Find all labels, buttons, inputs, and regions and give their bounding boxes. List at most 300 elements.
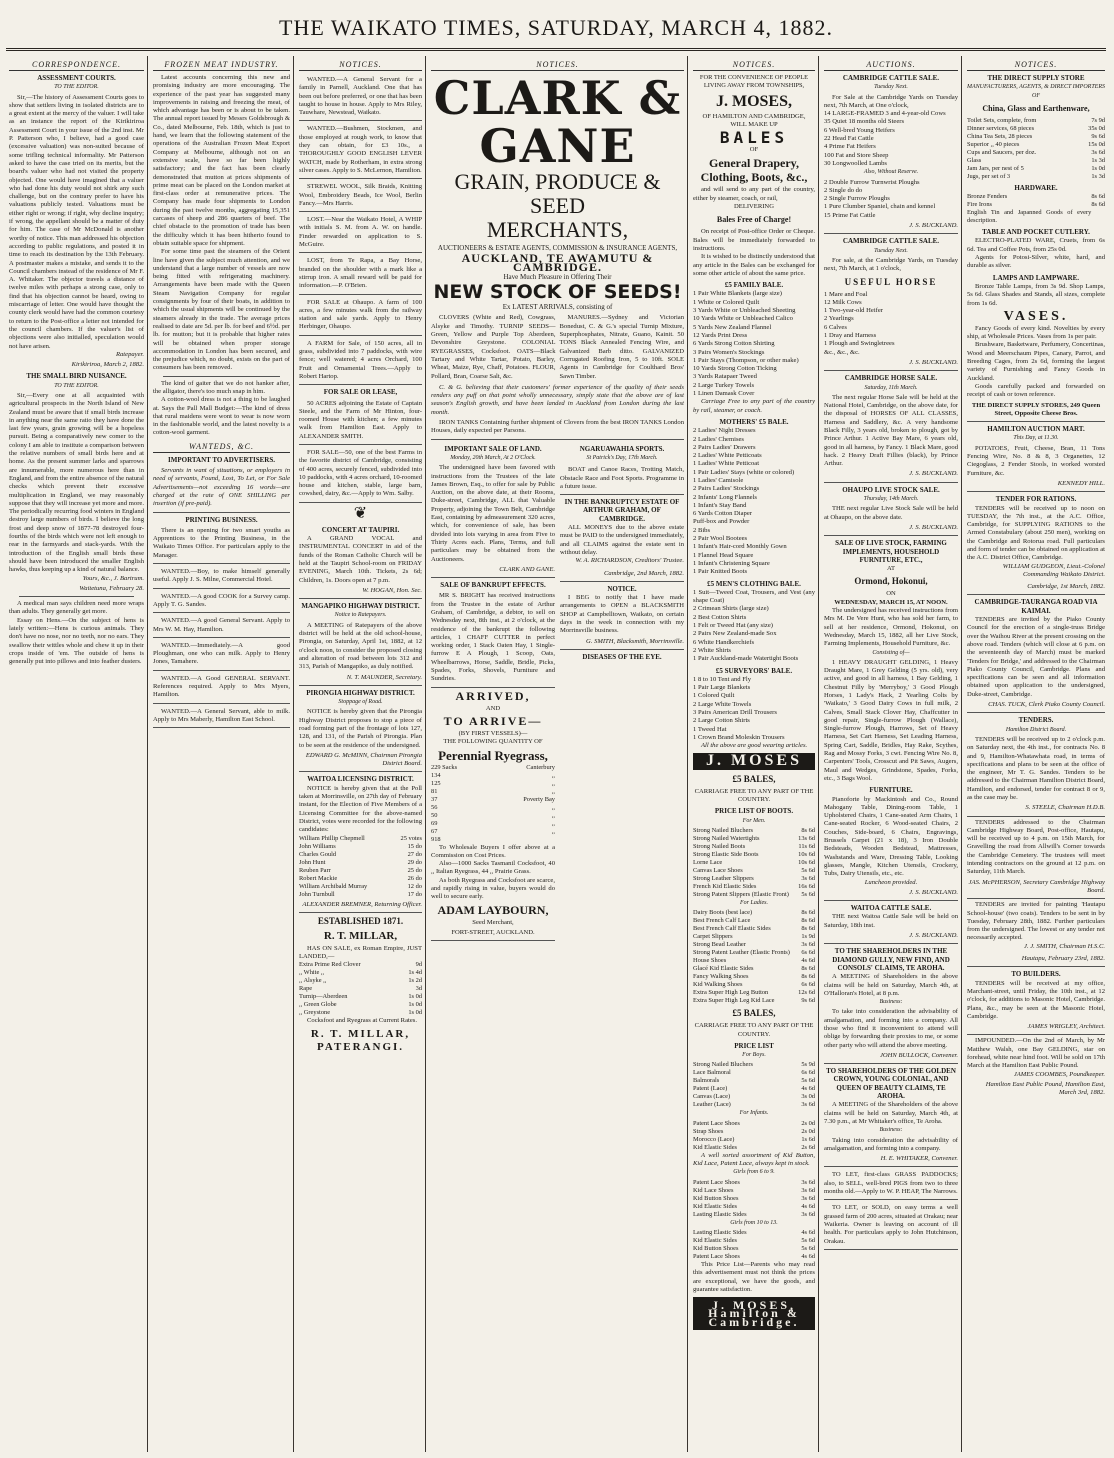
notice-title: FOR SALE OR LEASE, [323, 388, 398, 397]
seed-lists [431, 314, 684, 380]
notice-signature: JOHN BULLOCK, Convener. [824, 1050, 958, 1064]
notice-body: NOTICE is hereby given that at the Poll taken at Morrinsville, on 27th day of February instant, for the Election of Five Members of a Licensing Committee for the above-named District, votes were recorded for the following candidates: [299, 784, 422, 834]
business-label: Business: [879, 1127, 903, 1134]
auction-day: Tuesday Next. [874, 84, 908, 91]
price-row-value: 8s 6d [1091, 201, 1105, 209]
general-drapery: General Drapery, Clothing, Boots, &c., [700, 156, 808, 185]
price-row-label: French Kid Elastic Sides [693, 882, 757, 890]
vote-row [299, 891, 422, 899]
moses-note: It is wished to be distinctly understood that any article in the Bales can be exchanged for some other article of about the same price. [693, 253, 815, 277]
farming-on: ON [886, 590, 896, 598]
notice-title: PRINTING BUSINESS. [185, 515, 258, 524]
hardware-table [967, 193, 1105, 225]
list-item: 2 Yearlings [824, 315, 854, 323]
wanted-ad: WANTED.—A good General Servant. Apply to Mrs W. M. Hay, Hamilton. [153, 615, 290, 638]
vote-row [299, 883, 422, 891]
price-list-title: PRICE LIST [734, 1041, 774, 1050]
vote-row-value: 25 votes [400, 834, 422, 842]
price-row-label: Kid Elastic Sides [693, 1202, 738, 1210]
perennial-row-label: 37 [431, 795, 438, 803]
price-row-value: 3s 6d [801, 1194, 815, 1202]
carriage-3: CARRIAGE FREE TO ANY PART OF THE COUNTRY. [694, 1022, 814, 1038]
list-item: 2 Large White Towels [693, 700, 752, 708]
price-row-label: Toilet Sets, complete, from [967, 116, 1037, 124]
price-row-label: Strong Nailed Bluchers [693, 826, 753, 834]
section-header: WANTEDS, &C. [153, 442, 290, 453]
notice-body: A MEETING of Ratepayers of the above district will be held at the old school-house, Pirongia, on Saturday, April 1st, 1882, at 12 o'clock noon, to consider the proposed closing and alteration of road between lots 312 and 313, Parish of Mangapiko, as duly notified. [299, 621, 422, 671]
auction-title: WAITOA CATTLE SALE. [850, 904, 932, 913]
price-row-value: 10s 6d [798, 850, 815, 858]
list-item: 2 Single Furrow Ploughs [824, 195, 890, 203]
price-row-value [1091, 209, 1105, 225]
notice-body: A GRAND VOCAL and INSTRUMENTAL CONCERT in aid of the funds of the Roman Catholic Church will be held at the Taupiri School-room on FRIDAY EVENING, March 10th. Tickets, 2s 6d; Children, 1s. Doors open at 7 p.m. [299, 535, 422, 584]
list-item: 100 Fat and Store Sheep [824, 151, 889, 159]
list-item: 1 Pure Clumber Spaniel, chain and kennel [824, 203, 936, 211]
price-row [967, 201, 1105, 209]
price-row-label: Fire Irons [967, 201, 993, 209]
price-row-label: Cups and Saucers, per doz. [967, 148, 1037, 156]
perennial-row [431, 804, 555, 812]
price-row [693, 1101, 815, 1109]
price-row-label: Dinner services, 68 pieces [967, 124, 1035, 132]
notice-body: There is an opening for two smart youths as Apprentices to the Printing Business, in the Waikato Times Office. For particulars apply to the Manager. [153, 525, 290, 564]
column-moses [690, 60, 818, 1452]
perennial-row-value: ,, [551, 827, 555, 835]
price-row [693, 827, 815, 835]
price-row [693, 917, 815, 925]
price-row-label: Strap Shoes [693, 1127, 724, 1135]
paragraph: A cotton-wool dress is not a thing to be laughed at. Says the Pall Mall Budget:—The kind of dress that rural maidens were wont to wear is now worn in the fashionable world, and the latest novelty is a cotton-wool garment. [153, 396, 290, 437]
price-row [693, 933, 815, 941]
price-row-value: 3s 6d [801, 941, 815, 949]
price-row [693, 867, 815, 875]
perennial-row-label: 134 [431, 771, 441, 779]
price-list-group: Girls from 10 to 13. [730, 1219, 778, 1226]
lower-left [431, 442, 555, 944]
list-item: 6 Well-bred Young Heifers [824, 126, 895, 134]
column-rule [293, 56, 294, 1452]
price-row [693, 1077, 815, 1085]
bale-title: £5 SURVEYORS' BALE. [715, 666, 793, 675]
wanted-ad: WANTED.—Boy, to make himself generally useful. Apply J. S. Milne, Commercial Hotel. [153, 566, 290, 589]
notice-title: IMPORTANT SALE OF LAND. [444, 444, 542, 453]
seed-list-right: MANURES.—Sydney and Victorian Bonedust, C. & G.'s special Turnip Mixture, Superphosphates, Nitrate, Guano, Kainit. 50 TONS Black Annealed Fencing Wire, and Galvanized Barb ditto. GALVANIZED Corrugated Roofing Iron, 5 to 10ft. SOLE Agents in Cambridge for Coulthard Bros' Sawn Timber. [559, 314, 684, 380]
notice-ad: A FARM for Sale, of 150 acres, all in grass, subdivided into 7 paddocks, with wire fence; well watered; 4 acres Orchard, 100 Fruit and Ornamental Trees.—Apply to Robert Hartop. [299, 338, 422, 385]
price-row-label: Leather (Lace) [693, 1101, 731, 1109]
column-header: FROZEN MEAT INDUSTRY. [153, 60, 290, 71]
auctioneer-signature: J. S. BUCKLAND. [824, 468, 958, 482]
notice-body: Servants in want of situations, or employers in need of servants, Found, Lost, To Let, or For Sale Advertisements—not exceeding 16 words—are charged at the rate of ONE SHILLING per insertion (if pre-paid). [153, 465, 290, 512]
bales-sub-2: £5 BALES, [732, 1008, 776, 1019]
price-row-value: 8s 6d [801, 826, 815, 834]
price-row [299, 985, 422, 993]
price-row-label: China Tea Sets, 28 pieces [967, 132, 1033, 140]
price-row-label: Carpet Slippers [693, 933, 733, 941]
lower-right [560, 442, 684, 944]
auction-title: SALE OF LIVE STOCK, FARMING IMPLEMENTS, HOUSEHOLD FURNITURE, ETC., [835, 539, 947, 564]
notice-body: The undersigned have been favored with instructions from the Trustees of the late James Brown, Esq., to offer for sale by Public Auction, on the above date, at their Rooms, Duke-street, Cambridge, ALL that Valuable Property, adjoining the Town Belt, Cambridge East, containing by admeasurement 320 acres, which, for convenience of sale, has been divided into lots varying in area from Five to Thirty Acres each. Plans, Terms, and full particulars may be obtained from the Auctioneers. [431, 464, 555, 563]
price-row [693, 835, 815, 843]
moses-receipt: On receipt of Post-office Order or Cheque. Bales will be immediately forwarded to instructions. [693, 228, 815, 252]
price-row-label: ,, White ,, [299, 969, 325, 977]
perennial-row-value: Poverty Bay [523, 795, 555, 803]
price-row [693, 1187, 815, 1195]
price-row [299, 961, 422, 969]
wanted-ad: WANTED.—A good COOK for a Survey camp. Apply T. G. Sandes. [153, 591, 290, 614]
price-row-label: Patent (Lace) [693, 1085, 728, 1093]
notice-title: IMPORTANT TO ADVERTISERS. [168, 455, 275, 464]
price-row-label: Rape [299, 985, 313, 993]
list-item: 1 Pair Large Blankets [693, 684, 751, 692]
bales-free: Bales Free of Charge! [716, 215, 792, 225]
article-addressee: TO THE EDITOR. [54, 382, 99, 389]
list-item: 22 Head Fat Cattle [824, 135, 874, 143]
price-row-value: 15s 0d [1088, 140, 1105, 148]
list-item: 1 Plough and Swingletrees [824, 340, 895, 348]
price-row [693, 1211, 815, 1219]
notice-subtitle: This Day, at 11.30. [1013, 435, 1059, 442]
perennial-row [431, 788, 555, 796]
lower-ads [431, 442, 684, 944]
price-row [967, 149, 1105, 157]
notice-dateline: Cambridge, 1st March, 1882. [967, 581, 1105, 595]
perennial-row [431, 836, 555, 844]
perennial-row-value: ,, [551, 803, 555, 811]
article-signature: Yours, &c., J. Bartrum. [82, 574, 144, 582]
column-correspondence [6, 60, 147, 1452]
notice-title: NGARUAWAHIA SPORTS. [579, 444, 665, 453]
as-both-text: As both Ryegrass and Cocksfoot are scarce, and rapidly rising in value, buyers would do well to secure early. [431, 876, 555, 901]
price-row-label: Glacé Kid Elastic Sides [693, 965, 754, 973]
perennial-row-value: Canterbury [526, 763, 555, 771]
farming-consisting: Consisting of— [872, 649, 910, 656]
price-row-value: 2s 6d [801, 1143, 815, 1151]
vote-row-value: 15 do [407, 842, 422, 850]
price-row [967, 165, 1105, 173]
price-row-value: 3s 6d [1091, 148, 1105, 156]
list-item: 2 Pair Wool Bootees [693, 535, 748, 543]
list-item: 6 Yards Cotton Diaper [693, 510, 752, 518]
price-row [693, 1093, 815, 1101]
list-item: 2 Pairs New Zealand-made Sox [693, 630, 777, 638]
price-row-value: 5s 9d [801, 1061, 815, 1069]
boots-ladies-table [693, 909, 815, 1005]
price-row-value: 8s 6d [1091, 193, 1105, 201]
article-dateline: Kirikiriroa, March 2, 1882. [71, 361, 144, 369]
vote-row-label: Charles Gould [299, 850, 337, 858]
price-row-value: 3s 6d [801, 1210, 815, 1218]
price-row-label: Kid Button Shoes [693, 1194, 739, 1202]
auction-body: The next regular Horse Sale will be held at the National Hotel, Cambridge, on the above date, for the disposal of HORSES OF ALL CLASSES, Harness and Saddlery, &c. A very handsome Black Filly, 3 years old, broken to plough, got by Prince Arthur. 1 Active Bay Mare, 6 years old, good in all harness, by Fancy. 1 Black Mare, good hack. 2 Heavy Draft Fillies (black), by Prince Arthur. [824, 393, 958, 468]
moses-intro: FOR THE CONVENIENCE OF PEOPLE LIVING AWAY FROM TOWNSHIPS, [699, 74, 809, 90]
price-row-label: Balmorals [693, 1077, 720, 1085]
vote-row-label: John Turnbull [299, 890, 335, 898]
price-row-value: 5s 6d [801, 1236, 815, 1244]
fancy-text: Fancy Goods of every kind. Novelties by every ship, at Wholesale Prices. Vases from 1s per pair. [967, 324, 1105, 341]
vote-row-value: 25 do [407, 866, 422, 874]
list-item: 2 Single do do [824, 186, 863, 194]
price-row-label: Strong Patent Slippers (Elastic Front) [693, 890, 789, 898]
auction-day: Tuesday Next. [874, 247, 908, 254]
notice-ad: WANTED.—A General Servant for a family in Parnell, Auckland. One that has been out before preferred, or one that has been taught to house in house. Apply to Mrs Riley, Tauwhare, Newstead, Waikato. [299, 74, 422, 121]
perennial-row-label: 67 [431, 827, 438, 835]
notice-signature: WILLIAM GUDGEON, Lieut.-Colonel Commanding Waikato District. [1002, 562, 1105, 578]
china-table [967, 117, 1105, 181]
price-row-label: Dairy Boots (best lace) [693, 909, 753, 917]
price-row-label: Lasting Elastic Sides [693, 1228, 747, 1236]
notice-ad: 50 ACRES adjoining the Estate of Captain Steele, and the Farm of Mr Hinton, four-roomed House with kitchen; a few minutes walk from Hamilton East. Apply to ALEXANDER SMITH. [299, 398, 422, 445]
millar-name: R. T. MILLAR, [323, 929, 398, 942]
notice-signature: CHAS. TUCK, Clerk Piako County Council. [967, 699, 1105, 713]
price-row-label: Patent Lace Shoes [693, 1119, 740, 1127]
price-row [693, 875, 815, 883]
list-item: 1 Suit—Tweed Coat, Trousers, and Vest (any shape Coat) [693, 588, 815, 605]
carriage-note: Carriage Free to any part of the country by rail, steamer, or coach. [693, 398, 815, 414]
auction-body: The undersigned has received instructions from Mrs M. De Vere Hunt, who has sold her farm, to sell at her residence, Ormond, Hokonui, on Wednesday, March 15, 1882, all her Live Stock, Farming Implements, Household Furniture, &c. [824, 607, 958, 648]
price-row-value: 9d [415, 961, 422, 969]
price-row [299, 993, 422, 1001]
farming-date: WEDNESDAY, MARCH 15, AT NOON. [834, 598, 948, 606]
price-row-value: 35s 0d [1088, 124, 1105, 132]
auction-title: CAMBRIDGE HORSE SALE. [844, 374, 938, 383]
price-row-label: Extra Prime Red Clover [299, 961, 361, 969]
list-item: 3 Pairs American Drill Trousers [693, 709, 777, 716]
list-item: 2 White Shirts [693, 646, 731, 654]
perennial-row [431, 780, 555, 788]
price-row-value: 4s 6d [801, 1085, 815, 1093]
vote-row [299, 851, 422, 859]
notice-signature: JAMES WRIGLEY, Architect. [967, 1021, 1105, 1035]
votes-table [299, 835, 422, 899]
firm-trade-2: MERCHANTS, [486, 217, 629, 242]
price-row-value: 1s 2d [408, 977, 422, 985]
price-row [693, 859, 815, 867]
notice-signature: S. STEELE, Chairman H.D.B. [967, 802, 1105, 816]
auction-intro: For Sale at the Cambridge Yards on Tuesday next, 7th March, at One o'clock, [824, 93, 958, 109]
vote-row [299, 843, 422, 851]
auction-intro: For sale, at the Cambridge Yards, on Tuesday next, 7th March, at 1 o'clock, [824, 256, 958, 273]
list-item: 1 Pair Ladies' Stays (white or colored) [693, 468, 795, 476]
price-row-value: 8s 6d [801, 973, 815, 981]
millar-price-table [299, 961, 422, 1017]
cutlery-title: TABLE AND POCKET CUTLERY. [982, 228, 1090, 237]
price-row-label: Kid Elastic Sides [693, 1143, 738, 1151]
price-row-value: 5s 6d [801, 1244, 815, 1252]
vote-row [299, 867, 422, 875]
notice-subtitle: Hamilton District Board. [1005, 726, 1067, 733]
laybourn-name: ADAM LAYBOURN, [437, 902, 549, 917]
column-header: NOTICES. [693, 60, 815, 71]
perennial-row-value: ,, [551, 771, 555, 779]
perennial-row-label: 125 [431, 779, 441, 787]
list-item: 1 Colored Quilt [693, 692, 735, 700]
to-arrive-banner: TO ARRIVE— [443, 713, 543, 728]
price-row-value: 4s 6d [801, 1252, 815, 1260]
boots-infants-table [693, 1120, 815, 1152]
firm-agents: AUCTIONEERS & ESTATE AGENTS, COMMISSION & INSURANCE AGENTS, [437, 244, 678, 252]
column-clark-gane [428, 60, 687, 1452]
wanted-ad: WANTED.—Immediately.—A good Ploughman, one who can milk. Apply to Henry Jones, Tamahere. [153, 640, 290, 671]
auction-title: CAMBRIDGE CATTLE SALE. [842, 74, 940, 82]
china-title: China, Glass and Earthenware, [982, 103, 1090, 113]
price-row-label: Strong Nailed Bluchers [693, 1061, 753, 1069]
price-row-value: 10s 6d [798, 858, 815, 866]
price-row [693, 965, 815, 973]
furniture-items: Pianoforte by Mackintosh and Co., Round Mahogany Table, Dining-room Table, 1 Upholstered Chairs, 1 Cane-seated Arm Chairs, 1 Cane-seated Rocker, 6 Wood-seated Chairs, 2 Couches, Side-board, 6 Chairs, Engravings, Brussels Carpet (21 x 18), 3 Iron Double Bedsteads, Wooden Bedstead, Mattresses, Washstands and Ware, Dressing Table, Looking glasses, Mangle, Kitchen Utensils, Crockery, Tubs, Dairy Utensils, etc., etc. [824, 795, 958, 878]
price-list-group: Girls from 6 to 9. [733, 1169, 775, 1176]
bale-title: £5 MEN'S CLOTHING BALE. [707, 579, 801, 588]
price-row-label: Bronze Fenders [967, 193, 1008, 201]
auctioneer-signature: J. S. BUCKLAND. [824, 357, 958, 371]
price-row-label: Fancy Walking Shoes [693, 973, 749, 981]
perennial-row [431, 764, 555, 772]
list-item: 1 Linen Damask Cover [693, 390, 755, 398]
price-row [693, 1237, 815, 1245]
notice-subtitle: Stoppage of Road. [338, 699, 383, 706]
paragraph: A medical man says children need more wraps than adults. They generally get more. [9, 600, 144, 616]
by-vessels: (BY FIRST VESSELS)— [458, 729, 528, 737]
article-dateline: Waitetuna, February 28. [79, 584, 144, 592]
perennial-row-label: 81 [431, 787, 438, 795]
notice-title: TENDERS. [1018, 716, 1054, 725]
bales-sub: £5 BALES, [732, 773, 776, 784]
auction-body: THE next regular Live Stock Sale will be held at Ohaupo, on the above date. [824, 505, 958, 521]
price-row-label: Morocco (Lace) [693, 1135, 735, 1143]
auction-also: Also, Without Reserve. [863, 169, 919, 176]
price-row-value: 11s 6d [798, 842, 815, 850]
notice-signature: JAS. McPHERSON, Secretary Cambridge Highway Board. [967, 877, 1105, 900]
perennial-row-value: ,, [551, 779, 555, 787]
mothers-bale-list [693, 427, 815, 576]
price-row-value: 5s 6d [801, 1077, 815, 1085]
article-body: Sir,—Every one at all acquainted with agricultural prospects in the North Island of New Zealand must be aware that if small birds increase in anything near the same ratio they have done the last few years, grain growing will be a hopeless pursuit. Being a comparatively new comer to the colony I am able to institute a comparison between the relative numbers of small birds here and at home. As the present summer larks and sparrows are innumerable, more numerous here than in England, and from the entire absence of the natural checks which prevent their excessive multiplication in England, we may reasonably suppose that they will increase yet more and more. The periodically recurring food winters in England destroy large numbers of birds. I believe the long frost and deep snow of 1877-78 destroyed four-fourths of the birds which were not left enough to rear in the farmyards and stack-yards. With the introduction of the English small birds these should have been introduced the smaller English hawks, thus keeping up a kind of natural balance. [9, 391, 144, 574]
millar-box: R. T. MILLAR, PATERANGI. [310, 1027, 411, 1053]
moses-banner: J. MOSES [693, 753, 815, 769]
carriage-2: CARRIAGE FREE TO ANY PART OF THE COUNTRY. [694, 787, 814, 804]
notice-subtitle: Monday, 20th March, At 2 O'Clock. [450, 454, 536, 461]
notice-body: TENDERS will be received at my office, Marchant-street, until Friday, the 10th inst., at 12 o'clock, for additions to Masonic Hotel, Cambridge. Plans, &c., may be seen at the Masonic Hotel, Cambridge. [967, 979, 1105, 1020]
list-item: 1 Mare and Foal [824, 290, 868, 298]
price-row-value: 3s 6d [801, 1101, 815, 1109]
vote-row-label: William Archibald Murray [299, 882, 368, 890]
price-list-group: For Infants. [739, 1110, 769, 1117]
list-item: 2 Pairs Ladies' Stockings [693, 485, 760, 493]
list-item: 12 Yards Print Dress [693, 331, 748, 339]
notice-ad: LOST, from Te Rapa, a Bay Horse, branded on the shoulder with a mark like a stirrup iron. A small reward will be paid for information.—P. O'Brien. [299, 255, 422, 294]
moses-name: J. MOSES, [715, 92, 792, 110]
list-item: 3 Yards White or Unbleached Sheeting [693, 307, 796, 315]
seeds-headline: NEW STOCK OF SEEDS! [433, 281, 682, 304]
price-row [693, 1061, 815, 1069]
price-row [693, 949, 815, 957]
moses-of: OF HAMILTON AND CAMBRIDGE, [702, 112, 806, 120]
price-row-value: 1s 6d [801, 1135, 815, 1143]
cattle2-list [824, 291, 958, 357]
list-item: 1 8 to 10 Tent and Fly [693, 675, 752, 683]
masthead: THE WAIKATO TIMES, SATURDAY, MARCH 4, 1882. [6, 8, 1106, 51]
price-row-value: 1s 3d [1091, 172, 1105, 180]
list-item: &c., &c., &c. [824, 348, 860, 356]
price-row [693, 989, 815, 997]
article-title: ASSESSMENT COURTS. [37, 74, 116, 82]
moses-send: and will send to any part of the country, either by steamer, coach, or rail, [693, 186, 815, 202]
price-row-label: Jugs, per set of 3 [967, 172, 1011, 180]
price-row-label: Kid Lace Shoes [693, 1186, 734, 1194]
list-item: 2 Double Furrow Turnwrist Ploughs [824, 178, 920, 186]
column-notices-1 [296, 60, 425, 1452]
price-row [967, 209, 1105, 225]
price-row-value: 5s 6d [801, 866, 815, 874]
price-row-value: 1s 0d [408, 993, 422, 1001]
price-row-value: 4s 6d [801, 1228, 815, 1236]
perennial-row [431, 796, 555, 804]
wanted-ad: WANTED.—A Good GENERAL SERVANT. References required. Apply to Mrs Myers, Hamilton. [153, 673, 290, 704]
price-row [693, 1179, 815, 1187]
notice-title: MANGAPIKO HIGHWAY DISTRICT. [301, 602, 420, 611]
list-item: 2 Ladies' Night Dresses [693, 427, 756, 435]
perennial-row-value: ,, [551, 787, 555, 795]
perennial-row [431, 820, 555, 828]
family-bale-list [693, 290, 815, 398]
list-item: 1 Dray and Harness [824, 332, 877, 340]
electro-text: ELECTRO-PLATED WARE, Cruets, from 6s 6d. Tea and Coffee Pots, from 25s 0d. [967, 237, 1105, 253]
vote-row [299, 875, 422, 883]
column-frozen-meat [150, 60, 293, 1452]
price-row-value: 1s 0d [408, 1001, 422, 1009]
article-addressee: TO THE EDITOR. [54, 84, 99, 91]
price-row [693, 957, 815, 965]
list-item: 1 Two-year-old Heifer [824, 307, 883, 315]
moses-closing: This Price List—Parents who may read this advertisement must not think the prices are exceptional, we have the goods, and guarantee satisfaction. [693, 1260, 815, 1293]
vote-row-label: John Williams [299, 842, 336, 850]
price-row-label: Patent Lace Shoes [693, 1178, 740, 1186]
orders-text: Goods carefully packed and forwarded on receipt of cash or town reference. [967, 382, 1105, 399]
notice-title: TO BUILDERS. [1011, 970, 1061, 979]
price-row-value: 3s 0d [801, 1093, 815, 1101]
auction-items: 1 HEAVY DRAUGHT GELDING, 1 Heavy Draught Mare, 1 Grey Gelding (5 yrs. old), very active, and good in all harness, 1 Bay Gelding, 1 Chestnut Filly by 'Merryboy,' 3 Good Plough Horses, 1 Lady's Hack, 2 Yearling Colts by 'Waikato,' 3 Good Dairy Cows in full milk, 2 Calves, Small Stack Clover Hay, Chaffcutter in good repair, Single-furrow Plough (Wallace), Single-furrow Plough, Harrows, Set of Heavy Harness, Set Cart Harness, Set Leading Harness, Spring Cart, Saddle, Bridles, Hay Rake, Scythes, Rag and Mossy Forks, 3 cwt. Fencing Wire No. 8, Carpenters' Tools, Crosscut and Pit Saws, Augers, Maul and Wedges, Grindstone, Spades, Forks, etc., 3 Bags Wool. [824, 658, 958, 782]
price-row [299, 1001, 422, 1009]
notice-body: ALL MONEYS due to the above estate must be PAID to the undersigned immediately, and all CLAIMS against the estate sent in without delay. [560, 524, 684, 556]
notice-signature: G. SMITH, Blacksmith, Morrinsville. [560, 636, 684, 650]
list-item: 1 Ladies' White Petticoat [693, 460, 760, 468]
lamps-text: Bronze Table Lamps, from 3s 9d. Shop Lamps, 5s 6d. Glass Shades and Stands, all sizes, complete from 1s 6d. [967, 282, 1105, 307]
price-row-label: Lasting Elastic Sides [693, 1210, 747, 1218]
perennial-title: Perennial Ryegrass, [438, 747, 548, 763]
list-item: 1 Crown Brand Moleskin Trousers [693, 733, 785, 741]
price-row [693, 1245, 815, 1253]
notice-ad: LOST.—Near the Waikato Hotel, A WHIP with initials S. M. from A. W. on handle. Finder rewarded on application to S. McGuire. [299, 214, 422, 253]
notice-dateline: Cambridge, 2nd March, 1882. [560, 568, 684, 582]
business-label: Business: [879, 999, 903, 1006]
perennial-row-value: ,, [551, 811, 555, 819]
firm-name: CLARK & GANE [433, 71, 682, 173]
price-row-value: 16s 6d [798, 882, 815, 890]
price-row-label: ,, Greystone [299, 1009, 331, 1017]
list-item: 1 Ladies' Camisole [693, 476, 744, 484]
price-row [693, 851, 815, 859]
notice-signature: EDWARD G. McMINN, Chairman Pirongia District Board. [299, 750, 422, 773]
price-row-value: 3s 6d [801, 1178, 815, 1186]
list-item: 1 Infant's Stay Band [693, 501, 747, 509]
list-item: 30 Longwoolled Lambs [824, 159, 887, 167]
price-row [299, 977, 422, 985]
notice-signature: KENNEDY HILL. [967, 478, 1105, 492]
column-header: NOTICES. [299, 60, 422, 71]
firm-locations: AUCKLAND, TE AWAMUTU & CAMBRIDGE. [461, 251, 654, 274]
furniture-title: FURNITURE. [869, 786, 913, 795]
boots-men-table [693, 827, 815, 899]
notice-signature: JAMES COOMBES, Poundkeeper. [1013, 1070, 1105, 1078]
